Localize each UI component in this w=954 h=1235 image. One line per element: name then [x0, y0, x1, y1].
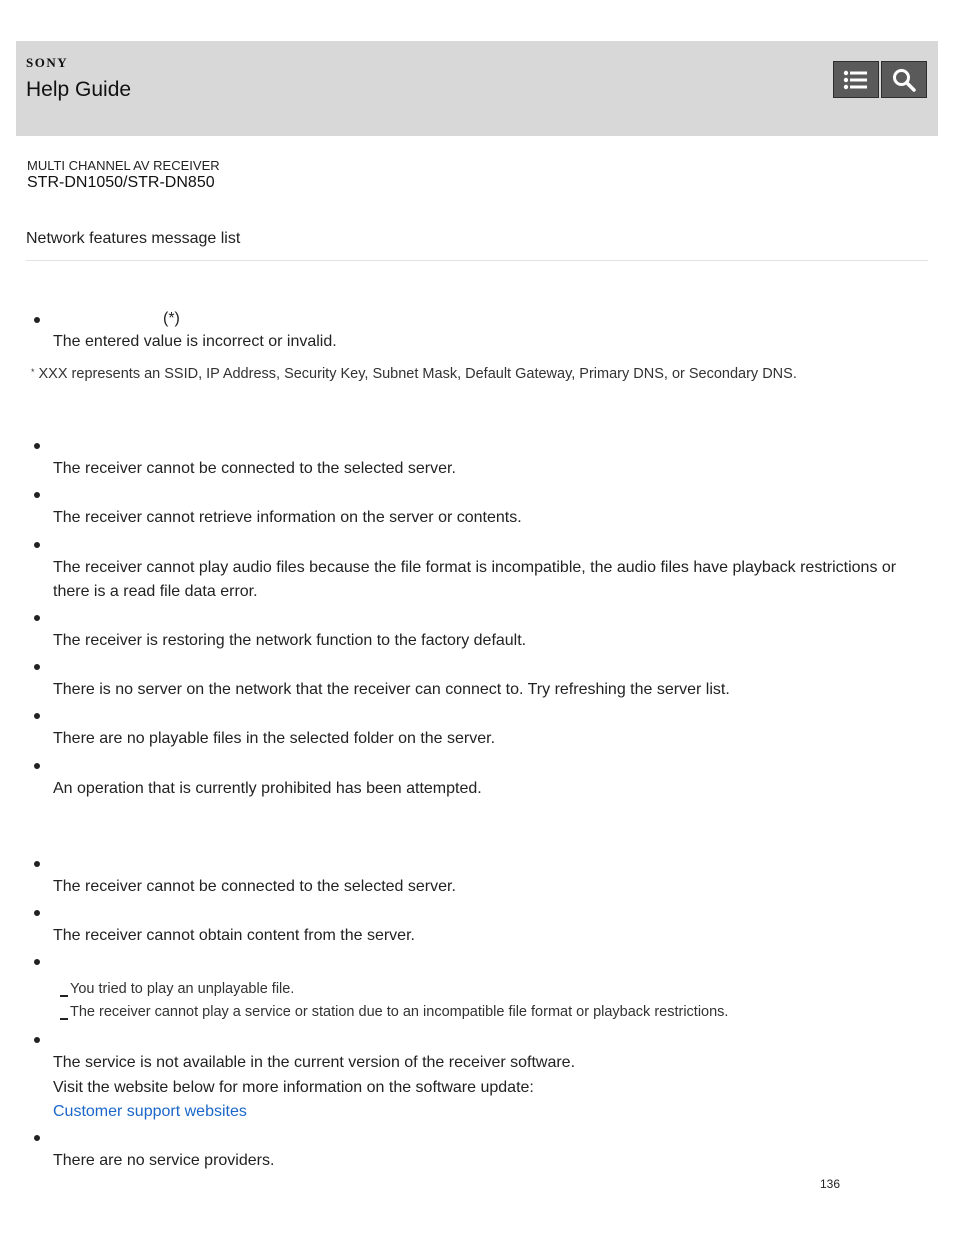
sub-item-text: You tried to play an unplayable file. [70, 981, 295, 997]
header-bar [16, 41, 938, 136]
bullet [34, 763, 40, 769]
brand-logo: SONY [26, 55, 69, 70]
search-icon [892, 68, 916, 92]
message-description: The receiver is restoring the network function to the factory default. [53, 632, 527, 649]
bullet [34, 664, 40, 670]
bullet [34, 492, 40, 498]
footnote-marker: (*) [163, 310, 180, 327]
footnote [31, 364, 797, 384]
list-icon [843, 69, 869, 91]
message-description: The receiver cannot retrieve information on the server or contents. [53, 509, 522, 526]
message-description: The service is not available in the current version of the receiver software. [53, 1054, 576, 1071]
product-model: STR-DN1050/STR-DN850 [27, 174, 215, 191]
bullet [34, 443, 40, 449]
help-guide-title: Help Guide [26, 78, 132, 101]
bullet [34, 910, 40, 916]
message-description: Visit the website below for more information on the software update: [53, 1079, 534, 1096]
toc-button[interactable] [833, 61, 879, 98]
dash-marker [60, 1018, 68, 1020]
sub-item-text: The receiver cannot play a service or station due to an incompatible file format or playback restrictions. [70, 1004, 729, 1020]
footnote-mark: * [31, 367, 35, 377]
message-description: The receiver cannot be connected to the selected server. [53, 460, 456, 477]
bullet [34, 713, 40, 719]
bullet [34, 317, 40, 323]
footnote-text: XXX represents an SSID, IP Address, Security Key, Subnet Mask, Default Gateway, Primary DNS, or Secondary DNS. [38, 366, 797, 382]
customer-support-link[interactable]: Customer support websites [53, 1103, 247, 1120]
bullet [34, 542, 40, 548]
bullet [34, 1135, 40, 1141]
bullet [34, 615, 40, 621]
message-description: There are no service providers. [53, 1152, 275, 1169]
support-link-wrapper [53, 1100, 247, 1124]
bullet [34, 1037, 40, 1043]
page-title: Network features message list [26, 230, 241, 247]
bullet [34, 861, 40, 867]
search-button[interactable] [881, 61, 927, 98]
sub-item [60, 979, 294, 999]
message-description: The entered value is incorrect or invalid. [53, 333, 337, 350]
message-description: There is no server on the network that the receiver can connect to. Try refreshing the server list. [53, 681, 730, 698]
page-number: 136 [820, 1177, 841, 1191]
message-description: The receiver cannot be connected to the selected server. [53, 878, 456, 895]
bullet [34, 959, 40, 965]
title-divider [26, 260, 928, 261]
sub-item [60, 1002, 728, 1022]
product-category: MULTI CHANNEL AV RECEIVER [27, 158, 220, 173]
dash-marker [60, 995, 68, 997]
message-description: There are no playable files in the selected folder on the server. [53, 730, 496, 747]
message-description: The receiver cannot obtain content from the server. [53, 927, 415, 944]
message-description: The receiver cannot play audio files because the file format is incompatible, the audio files have playback restrictions or there is a read file data error. [53, 559, 897, 600]
message-description: An operation that is currently prohibited has been attempted. [53, 780, 482, 797]
